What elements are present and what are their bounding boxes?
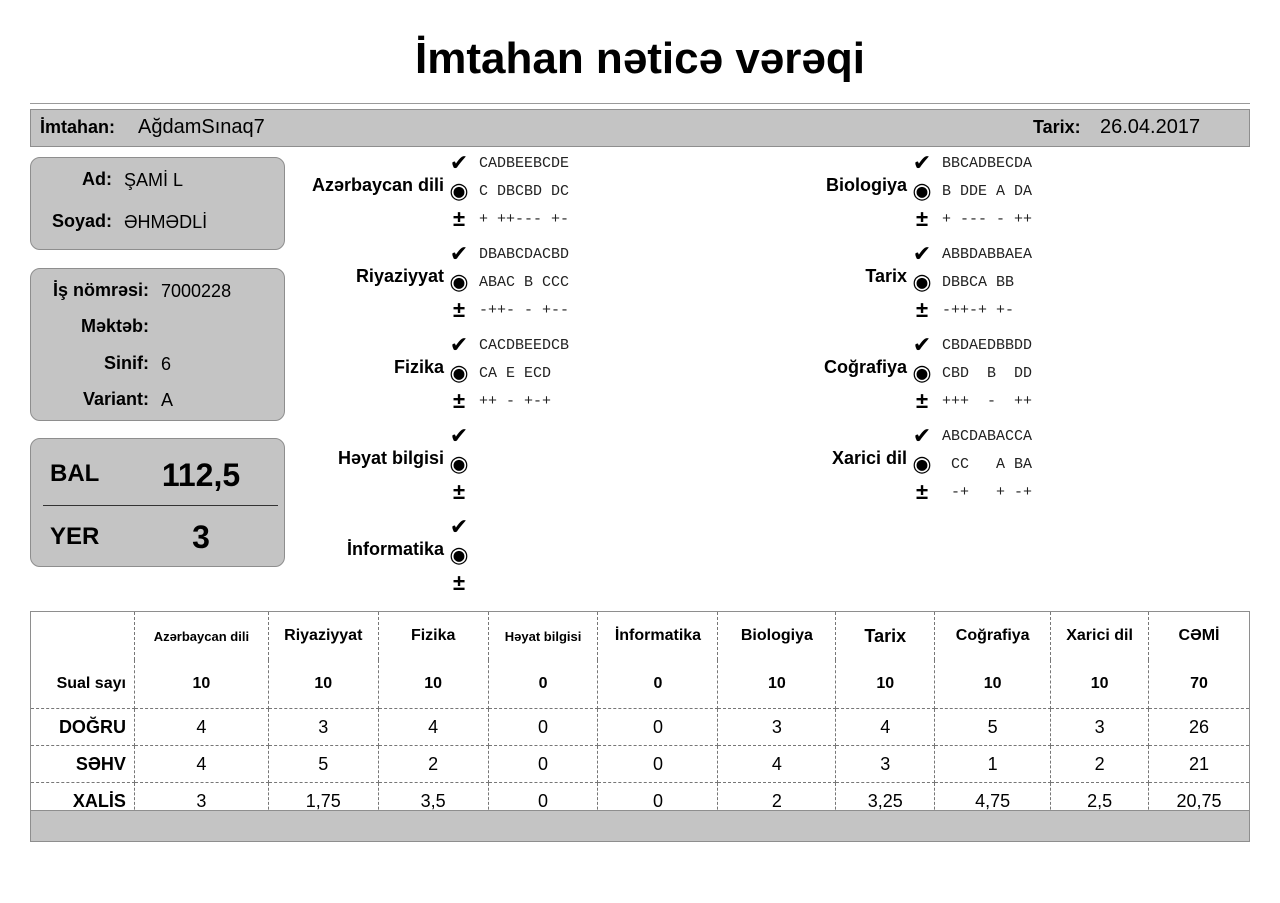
answer-key: CACDBEEDCB bbox=[479, 337, 570, 354]
surname-label: Soyad: bbox=[51, 211, 112, 231]
radio-dot-icon: ◉ bbox=[449, 178, 469, 203]
table-cell: 10 bbox=[836, 660, 935, 709]
table-cell: 1 bbox=[935, 746, 1051, 783]
check-icon: ✔ bbox=[449, 514, 469, 539]
subject-name: Fizika bbox=[393, 357, 444, 377]
plus-minus-icon: ± bbox=[452, 297, 466, 322]
answer-marks: -++- - +-- bbox=[479, 302, 570, 319]
answer-marks: +++ - ++ bbox=[942, 393, 1033, 410]
table-header-cell: Fizika bbox=[378, 612, 488, 661]
table-header-row bbox=[31, 612, 1250, 661]
table-header-cell: CƏMİ bbox=[1178, 627, 1220, 644]
table-cell: 3 bbox=[1051, 709, 1149, 746]
answer-key: ABBDABBAEA bbox=[942, 246, 1033, 263]
bal-label: BAL bbox=[50, 460, 100, 487]
footer-bar bbox=[30, 810, 1250, 842]
table-cell: 4,75 bbox=[935, 783, 1051, 820]
answer-marks: -+ + -+ bbox=[942, 484, 1033, 501]
subject-name: Həyat bilgisi bbox=[337, 448, 444, 468]
table-cell: 0 bbox=[598, 660, 718, 709]
check-icon: ✔ bbox=[912, 241, 932, 266]
table-cell: 26 bbox=[1149, 709, 1250, 746]
student-answers: DBBCA BB bbox=[942, 274, 1015, 291]
subject-name: Azərbaycan dili bbox=[311, 175, 444, 195]
table-header-cell: İnformatika bbox=[598, 612, 718, 661]
table-cell: 5 bbox=[935, 709, 1051, 746]
table-cell: 2 bbox=[378, 746, 488, 783]
subject-name: İnformatika bbox=[346, 539, 444, 559]
variant-label: Variant: bbox=[82, 389, 149, 409]
answer-marks: + ++--- +- bbox=[479, 211, 570, 228]
table-row bbox=[31, 709, 1250, 746]
student-answers: CC A BA bbox=[942, 456, 1033, 473]
table-row bbox=[31, 746, 1250, 783]
table-header-cell: Azərbaycan dili bbox=[134, 612, 268, 661]
subject-name: Tarix bbox=[865, 266, 907, 286]
exam-value: AğdamSınaq7 bbox=[138, 116, 265, 138]
table-cell: 2 bbox=[718, 783, 836, 820]
table-cell: 0 bbox=[488, 746, 598, 783]
plus-minus-icon: ± bbox=[452, 206, 466, 231]
table-cell: 21 bbox=[1149, 746, 1250, 783]
table-cell: 3 bbox=[268, 709, 378, 746]
table-cell: 10 bbox=[268, 660, 378, 709]
answer-key: DBABCDACBD bbox=[479, 246, 570, 263]
radio-dot-icon: ◉ bbox=[449, 451, 469, 476]
name-label: Ad: bbox=[82, 169, 112, 189]
table-header-cell: Həyat bilgisi bbox=[488, 612, 598, 661]
radio-dot-icon: ◉ bbox=[449, 542, 469, 567]
table-row bbox=[31, 660, 1250, 709]
table-cell: 5 bbox=[268, 746, 378, 783]
check-icon: ✔ bbox=[449, 150, 469, 175]
subject-name: Coğrafiya bbox=[823, 357, 907, 377]
date-value: 26.04.2017 bbox=[1100, 116, 1201, 138]
check-icon: ✔ bbox=[449, 241, 469, 266]
radio-dot-icon: ◉ bbox=[449, 360, 469, 385]
plus-minus-icon: ± bbox=[915, 206, 929, 231]
student-answers: C DBCBD DC bbox=[479, 183, 570, 200]
student-answers: ABAC B CCC bbox=[479, 274, 570, 291]
date-label: Tarix: bbox=[1033, 117, 1081, 137]
results-table bbox=[30, 611, 1250, 820]
check-icon: ✔ bbox=[449, 332, 469, 357]
answer-key: CADBEEBCDE bbox=[479, 155, 570, 172]
table-cell: 0 bbox=[488, 783, 598, 820]
table-cell: 0 bbox=[488, 709, 598, 746]
table-cell: 1,75 bbox=[268, 783, 378, 820]
check-icon: ✔ bbox=[912, 423, 932, 448]
table-cell: 4 bbox=[134, 746, 268, 783]
row-label: DOĞRU bbox=[31, 709, 135, 746]
table-header-cell: Riyaziyyat bbox=[268, 612, 378, 661]
table-cell: 10 bbox=[378, 660, 488, 709]
divider bbox=[30, 103, 1250, 104]
table-header-cell: Biologiya bbox=[718, 612, 836, 661]
plus-minus-icon: ± bbox=[915, 479, 929, 504]
table-header-cell: Tarix bbox=[836, 612, 935, 661]
table-cell: 0 bbox=[598, 709, 718, 746]
plus-minus-icon: ± bbox=[452, 570, 466, 595]
answer-marks: -++-+ +- bbox=[942, 302, 1015, 319]
yer-label: YER bbox=[50, 523, 100, 550]
check-icon: ✔ bbox=[449, 423, 469, 448]
work-number-value: 7000228 bbox=[161, 281, 232, 301]
table-cell: 70 bbox=[1149, 660, 1250, 709]
table-cell: 3 bbox=[718, 709, 836, 746]
table-cell: 10 bbox=[718, 660, 836, 709]
subject-name: Xarici dil bbox=[831, 448, 907, 468]
table-cell: 2,5 bbox=[1051, 783, 1149, 820]
radio-dot-icon: ◉ bbox=[912, 269, 932, 294]
row-label: SƏHV bbox=[31, 746, 135, 783]
answer-key: BBCADBECDA bbox=[942, 155, 1033, 172]
table-cell: 2 bbox=[1051, 746, 1149, 783]
table-cell: 0 bbox=[598, 783, 718, 820]
score-divider bbox=[43, 505, 278, 506]
plus-minus-icon: ± bbox=[915, 297, 929, 322]
table-cell: 0 bbox=[488, 660, 598, 709]
table-cell: 10 bbox=[1051, 660, 1149, 709]
student-answers: CBD B DD bbox=[942, 365, 1033, 382]
plus-minus-icon: ± bbox=[915, 388, 929, 413]
table-cell: 3,25 bbox=[836, 783, 935, 820]
exam-label: İmtahan: bbox=[40, 117, 116, 137]
variant-value: A bbox=[161, 390, 174, 410]
name-value: ŞAMİ L bbox=[124, 170, 184, 190]
work-number-label: İş nömrəsi: bbox=[52, 280, 149, 300]
student-answers: CA E ECD bbox=[479, 365, 552, 382]
check-icon: ✔ bbox=[912, 332, 932, 357]
class-label: Sinif: bbox=[104, 353, 149, 373]
exam-header-bar bbox=[30, 109, 1250, 147]
subject-name: Biologiya bbox=[825, 175, 907, 195]
answer-key: ABCDABACCA bbox=[942, 428, 1033, 445]
table-cell: 10 bbox=[935, 660, 1051, 709]
radio-dot-icon: ◉ bbox=[449, 269, 469, 294]
school-label: Məktəb: bbox=[80, 316, 149, 336]
table-cell: 3 bbox=[836, 746, 935, 783]
answer-marks: ++ - +-+ bbox=[479, 393, 552, 410]
check-icon: ✔ bbox=[912, 150, 932, 175]
page-title: İmtahan nəticə vərəqi bbox=[415, 34, 865, 83]
row-label: Sual sayı bbox=[31, 660, 135, 709]
table-cell: 4 bbox=[134, 709, 268, 746]
table-cell: 4 bbox=[378, 709, 488, 746]
table-cell: 10 bbox=[134, 660, 268, 709]
row-label: XALİS bbox=[31, 783, 135, 820]
table-header-cell bbox=[31, 612, 135, 661]
table-cell: 3 bbox=[134, 783, 268, 820]
table-cell: 4 bbox=[836, 709, 935, 746]
radio-dot-icon: ◉ bbox=[912, 451, 932, 476]
answer-key: CBDAEDBBDD bbox=[942, 337, 1033, 354]
table-cell: 4 bbox=[718, 746, 836, 783]
plus-minus-icon: ± bbox=[452, 388, 466, 413]
plus-minus-icon: ± bbox=[452, 479, 466, 504]
surname-value: ƏHMƏDLİ bbox=[124, 212, 208, 232]
student-answers: B DDE A DA bbox=[942, 183, 1033, 200]
radio-dot-icon: ◉ bbox=[912, 178, 932, 203]
class-value: 6 bbox=[161, 354, 172, 374]
answer-marks: + --- - ++ bbox=[942, 211, 1033, 228]
table-cell: 0 bbox=[598, 746, 718, 783]
subject-name: Riyaziyyat bbox=[355, 266, 444, 286]
table-header-cell: Coğrafiya bbox=[935, 612, 1051, 661]
yer-value: 3 bbox=[192, 519, 210, 555]
table-cell: 20,75 bbox=[1176, 790, 1222, 811]
table-header-cell: Xarici dil bbox=[1051, 612, 1149, 661]
bal-value: 112,5 bbox=[161, 457, 241, 493]
table-cell: 3,5 bbox=[378, 783, 488, 820]
radio-dot-icon: ◉ bbox=[912, 360, 932, 385]
